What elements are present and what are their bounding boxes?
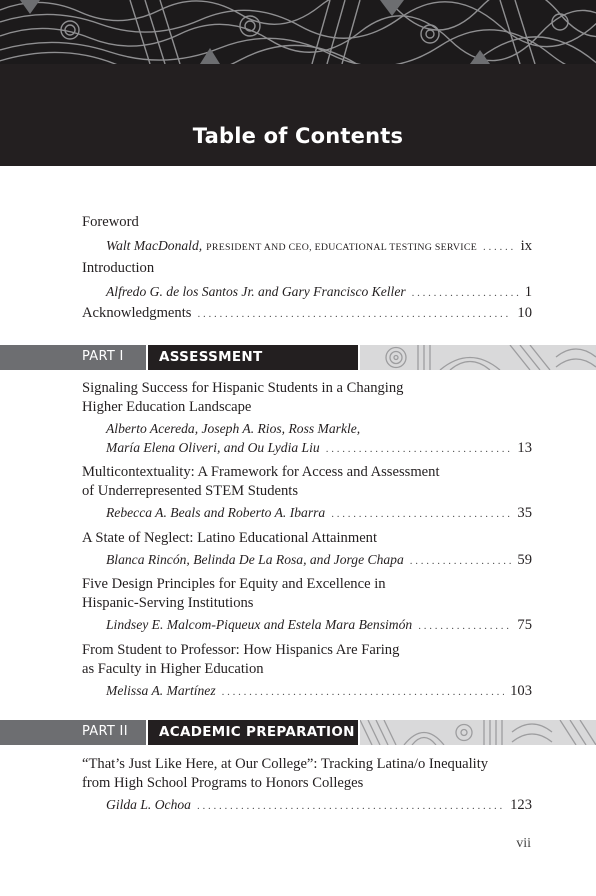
entry-title: From Student to Professor: How Hispanics Are Faring xyxy=(82,642,400,658)
entry-page: ix xyxy=(520,238,532,254)
toc-entry-introduction xyxy=(82,259,532,303)
page-number: vii xyxy=(516,836,531,851)
entry-title: A State of Neglect: Latino Educational Attainment xyxy=(82,530,378,546)
entry-page: 35 xyxy=(517,505,532,521)
tribal-pattern-decoration xyxy=(0,0,596,64)
entry-page: 75 xyxy=(517,617,532,633)
entry-author: Rebecca A. Beals and Roberto A. Ibarra xyxy=(106,505,326,520)
entry-author-line xyxy=(106,550,532,571)
entry-title: as Faculty in Higher Education xyxy=(82,661,264,677)
leader-dots xyxy=(326,440,512,459)
entry-author-line xyxy=(106,681,532,702)
entry-page: 13 xyxy=(517,440,532,456)
entry-author: Alberto Acereda, Joseph A. Rios, Ross Markle, xyxy=(106,421,361,436)
toc-entry-chapter xyxy=(82,379,532,459)
entry-page: 103 xyxy=(510,683,532,699)
part-header-2 xyxy=(0,720,596,745)
leader-dots xyxy=(222,683,504,702)
entry-title: Hispanic-Serving Institutions xyxy=(82,595,254,611)
entry-title: Five Design Principles for Equity and Excellence in xyxy=(82,576,386,592)
header-banner xyxy=(0,0,596,166)
entry-page: 59 xyxy=(517,552,532,568)
toc-entry-foreword xyxy=(82,213,532,257)
entry-title: of Underrepresented STEM Students xyxy=(82,483,299,499)
entry-page: 10 xyxy=(517,305,532,321)
entry-author-line xyxy=(106,795,532,816)
leader-dots xyxy=(331,505,511,524)
entry-author-line xyxy=(82,304,532,324)
entry-title: Foreword xyxy=(82,214,139,230)
part-name: ASSESSMENT xyxy=(159,348,263,365)
part-label: PART II xyxy=(82,724,128,739)
entry-author: Alfredo G. de los Santos Jr. and Gary Francisco Keller xyxy=(106,284,406,299)
part-header-1 xyxy=(0,345,596,370)
toc-entry-chapter xyxy=(82,755,532,816)
entry-author: Gilda L. Ochoa xyxy=(106,797,191,812)
entry-title: Introduction xyxy=(82,260,155,276)
entry-author-line xyxy=(106,503,532,524)
header-band xyxy=(0,64,596,166)
leader-dots xyxy=(412,284,519,303)
entry-author-line xyxy=(106,236,532,257)
entry-author: Blanca Rincón, Belinda De La Rosa, and Jorge Chapa xyxy=(106,552,404,567)
entry-page: 123 xyxy=(510,797,532,813)
entry-title: from High School Programs to Honors Colleges xyxy=(82,775,364,791)
leader-dots xyxy=(483,238,515,257)
entry-author: Melissa A. Martínez xyxy=(106,683,216,698)
entry-author: María Elena Oliveri, and Ou Lydia Liu xyxy=(106,440,320,455)
part-name: ACADEMIC PREPARATION xyxy=(159,723,355,740)
entry-author-line xyxy=(106,419,532,438)
leader-dots xyxy=(197,305,511,324)
entry-author: Walt MacDonald, xyxy=(106,238,203,253)
entry-author-line xyxy=(106,615,532,636)
entry-author-line xyxy=(106,438,532,459)
entry-author-line xyxy=(106,282,532,303)
entry-title: Higher Education Landscape xyxy=(82,399,252,415)
part-label: PART I xyxy=(82,349,124,364)
toc-entry-acknowledgments xyxy=(82,304,532,324)
entry-page: 1 xyxy=(524,284,532,300)
page-title: Table of Contents xyxy=(192,124,404,148)
entry-title: Acknowledgments xyxy=(82,305,192,321)
leader-dots xyxy=(197,797,504,816)
leader-dots xyxy=(410,552,512,571)
entry-author: Lindsey E. Malcom-Piqueux and Estela Mara Bensimón xyxy=(106,617,413,632)
entry-title: Multicontextuality: A Framework for Access and Assessment xyxy=(82,464,440,480)
entry-author-role: PRESIDENT AND CEO, EDUCATIONAL TESTING SERVICE xyxy=(206,242,477,253)
entry-title: Signaling Success for Hispanic Students in a Changing xyxy=(82,380,404,396)
toc-entry-chapter xyxy=(82,529,532,571)
toc-entry-chapter xyxy=(82,463,532,524)
entry-title: “That’s Just Like Here, at Our College”: Tracking Latina/o Inequality xyxy=(82,756,489,772)
leader-dots xyxy=(418,617,511,636)
toc-entry-chapter xyxy=(82,575,532,636)
part-pattern-decoration xyxy=(360,345,596,370)
part-pattern-decoration xyxy=(360,720,596,745)
toc-entry-chapter xyxy=(82,641,532,702)
